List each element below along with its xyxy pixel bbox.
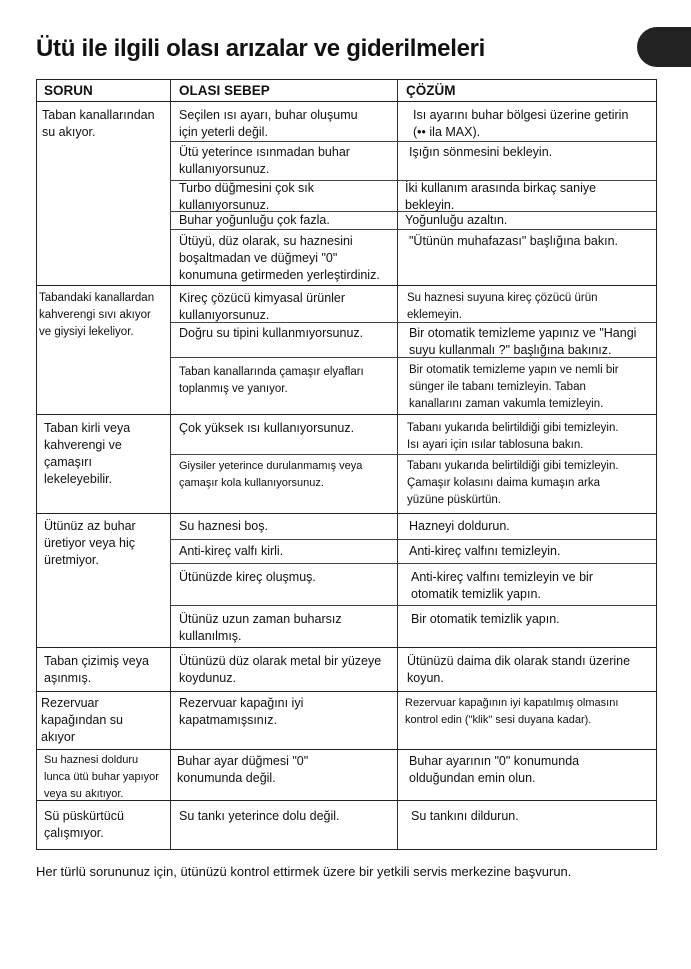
cell-divider — [170, 605, 656, 606]
solution-cell: Anti-kireç valfını temizleyin. — [409, 544, 561, 558]
cell-divider — [170, 563, 656, 564]
cause-cell: Doğru su tipini kullanmıyorsunuz. — [179, 326, 364, 340]
cell-divider — [170, 454, 656, 455]
solution-cell: Bir otomatik temizleme yapın ve nemli bir sünger ile tabanı temizleyin. Taban kanallarını zaman vakumla temizleyin. — [409, 364, 619, 410]
header-solution: ÇÖZÜM — [406, 83, 456, 98]
page-title: Ütü ile ilgili olası arızalar ve giderilmeleri — [36, 35, 486, 62]
solution-cell: Tabanı yukarıda belirtildiği gibi temizleyin. Çamaşır kolasını daima kumaşın arka yüzüne püskürtün. — [407, 460, 619, 506]
row-divider — [37, 285, 656, 286]
problem-cell: Sü püskürtücü çalışmıyor. — [44, 809, 124, 840]
solution-cell: Isı ayarını buhar bölgesi üzerine getirin (•• ila MAX). — [413, 108, 629, 139]
row-divider — [37, 513, 656, 514]
cause-cell: Taban kanallarında çamaşır elyafları toplanmış ve yanıyor. — [179, 366, 364, 395]
solution-cell: Hazneyi doldurun. — [409, 519, 510, 533]
problem-cell: Taban kanallarından su akıyor. — [42, 108, 155, 139]
solution-cell: Rezervuar kapağının iyi kapatılmış olmasını kontrol edin ("klik" sesi duyana kadar). — [405, 697, 619, 726]
solution-cell: Bir otomatik temizleme yapınız ve "Hangi suyu kullanmalı ?" başlığına bakınız. — [409, 326, 637, 357]
solution-cell: Su haznesi suyuna kireç çözücü ürün eklemeyin. — [407, 292, 598, 321]
solution-cell: Yoğunluğu azaltın. — [405, 213, 508, 227]
cause-cell: Ütüyü, düz olarak, su haznesini boşaltmadan ve düğmeyi "0" konumuna getirmeden yerleştirdiniz. — [179, 234, 380, 282]
problem-cell: Taban kirli veya kahverengi ve çamaşırı lekeleyebilir. — [44, 421, 131, 486]
cell-divider — [170, 141, 656, 142]
problem-cell: Ütünüz az buhar üretiyor veya hiç üretmiyor. — [44, 519, 136, 567]
cause-cell: Rezervuar kapağını iyi kapatmamışsınız. — [179, 696, 304, 727]
solution-cell: Buhar ayarının "0" konumunda olduğundan emin olun. — [409, 754, 580, 785]
cause-cell: Su haznesi boş. — [179, 519, 268, 533]
problem-cell: Tabandaki kanallardan kahverengi sıvı akıyor ve giysiyi lekeliyor. — [39, 292, 155, 338]
row-divider — [37, 691, 656, 692]
solution-cell: Ütünüzü daima dik olarak standı üzerine koyun. — [407, 654, 631, 685]
cause-cell: Ütünüz uzun zaman buharsız kullanılmış. — [179, 612, 342, 643]
cause-cell: Su tankı yeterince dolu değil. — [179, 809, 340, 823]
solution-cell: "Ütünün muhafazası" başlığına bakın. — [409, 234, 619, 248]
solution-cell: Su tankını dildurun. — [411, 809, 519, 823]
column-divider — [397, 80, 398, 849]
cause-cell: Turbo düğmesini çok sık kullanıyorsunuz. — [179, 181, 315, 212]
header-problem: SORUN — [44, 83, 93, 98]
cause-cell: Ütünüzde kireç oluşmuş. — [179, 570, 316, 584]
cause-cell: Buhar ayar düğmesi "0" konumunda değil. — [177, 754, 309, 785]
cell-divider — [170, 229, 656, 230]
cause-cell: Kireç çözücü kimyasal ürünler kullanıyorsunuz. — [179, 291, 346, 322]
solution-cell: Anti-kireç valfını temizleyin ve bir otomatik temizlik yapın. — [411, 570, 594, 601]
row-divider — [37, 414, 656, 415]
problem-cell: Rezervuar kapağından su akıyor — [41, 696, 124, 744]
troubleshooting-table — [36, 79, 657, 850]
cause-cell: Anti-kireç valfı kirli. — [179, 544, 284, 558]
problem-cell: Taban çizimiş veya aşınmış. — [44, 654, 149, 685]
solution-cell: Işığın sönmesini bekleyin. — [409, 145, 553, 159]
problem-cell: Su haznesi dolduru lunca ütü buhar yapıyor veya su akıtıyor. — [44, 754, 159, 800]
cell-divider — [170, 539, 656, 540]
row-divider — [37, 749, 656, 750]
header-cause: OLASI SEBEP — [179, 83, 270, 98]
solution-cell: Bir otomatik temizlik yapın. — [411, 612, 560, 626]
footer-note: Her türlü sorununuz için, ütünüzü kontrol ettirmek üzere bir yetkili servis merkezine başvurun. — [36, 864, 572, 879]
cause-cell: Seçilen ısı ayarı, buhar oluşumu için yeterli değil. — [179, 108, 358, 139]
solution-cell: İki kullanım arasında birkaç saniye bekleyin. — [405, 181, 597, 212]
cause-cell: Giysiler yeterince durulanmamış veya çamaşır kola kullanıyorsunuz. — [179, 460, 363, 489]
cause-cell: Ütü yeterince ısınmadan buhar kullanıyorsunuz. — [179, 145, 350, 176]
column-divider — [170, 80, 171, 849]
row-divider — [37, 647, 656, 648]
cause-cell: Ütünüzü düz olarak metal bir yüzeye koydunuz. — [179, 654, 382, 685]
row-divider — [37, 101, 656, 102]
section-tab-marker — [637, 27, 691, 67]
cause-cell: Buhar yoğunluğu çok fazla. — [179, 213, 330, 227]
cause-cell: Çok yüksek ısı kullanıyorsunuz. — [179, 421, 355, 435]
solution-cell: Tabanı yukarıda belirtildiği gibi temizleyin. Isı ayari için ısılar tablosuna bakın. — [407, 422, 619, 451]
